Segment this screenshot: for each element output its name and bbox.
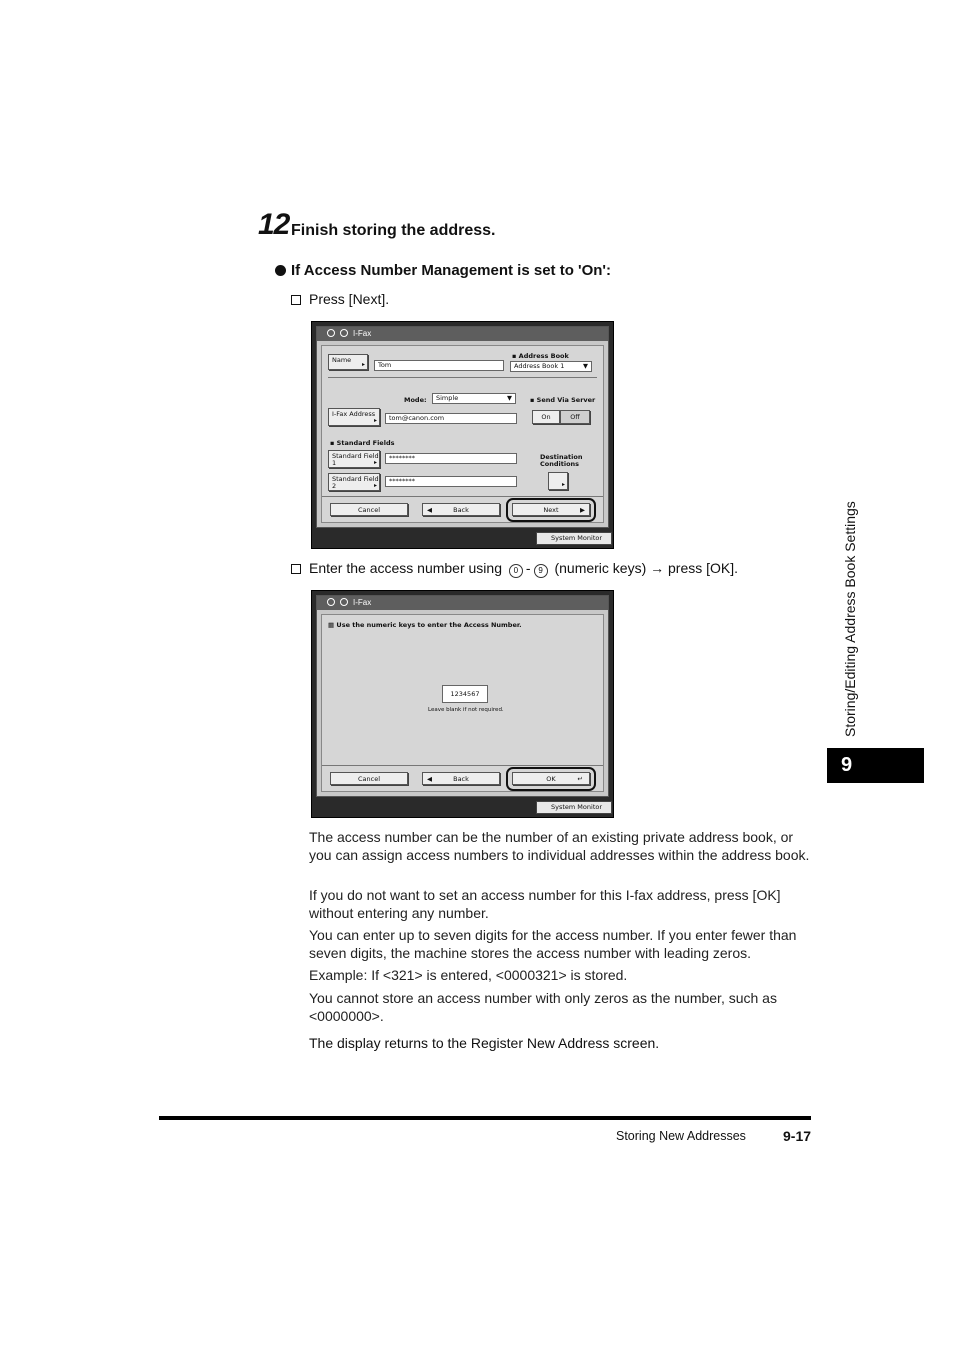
standard-field-1-button[interactable]: Standard Field 1 ▸ <box>328 450 380 468</box>
dropdown-icon: ▼ <box>507 394 512 402</box>
off-button[interactable]: Off <box>560 410 590 424</box>
condition-text: If Access Number Management is set to 'On': <box>291 262 611 279</box>
name-button[interactable]: Name ▸ <box>328 354 368 370</box>
screen-titlebar <box>317 596 608 610</box>
ifax-icon <box>340 598 348 606</box>
condition-line <box>275 262 611 279</box>
on-button[interactable]: On <box>532 410 560 424</box>
standard-field-2-button[interactable]: Standard Field 2 ▸ <box>328 473 380 491</box>
step-number: 12 <box>258 208 290 241</box>
ifax-address-button[interactable]: I-Fax Address ▸ <box>328 408 380 426</box>
system-monitor-button[interactable]: System Monitor <box>536 532 612 545</box>
screen-titlebar <box>317 327 608 341</box>
ok-button[interactable]: OK ↵ <box>512 772 590 785</box>
bullet-icon <box>275 265 286 276</box>
cancel-button[interactable]: Cancel <box>330 772 408 785</box>
screen-title: I-Fax <box>353 598 372 607</box>
side-tab-text: Storing/Editing Address Book Settings <box>842 501 858 737</box>
footer-section-title: Storing New Addresses <box>616 1129 746 1143</box>
send-via-server-label: ▪ Send Via Server <box>530 396 596 404</box>
paragraph-1: The access number can be the number of an existing private address book, or you can assign access numbers to individual addresses within the address book. <box>309 829 810 863</box>
paragraph-3: You can enter up to seven digits for the access number. If you enter fewer than seven digits, the machine stores the access number with leading zeros. <box>309 927 797 961</box>
screen-register-ifax <box>311 321 614 549</box>
mode-icon <box>327 598 335 606</box>
screen-body <box>316 595 609 797</box>
paragraph-4: Example: If <321> is entered, <0000321> is stored. <box>309 967 628 983</box>
numeric-key-9-icon: 9 <box>534 564 548 578</box>
form-panel <box>321 345 604 523</box>
step-title: Finish storing the address. <box>291 222 496 239</box>
ifax-icon <box>340 329 348 337</box>
paragraph-2: If you do not want to set an access number for this I-fax address, press [OK] without entering any number. <box>309 887 781 921</box>
paragraph-5: You cannot store an access number with only zeros as the number, such as <0000000>. <box>309 990 777 1024</box>
numeric-key-0-icon: 0 <box>509 564 523 578</box>
screen-access-number <box>311 590 614 818</box>
hint-text: Leave blank if not required. <box>428 707 504 713</box>
instruction-1 <box>291 291 389 307</box>
screen-title: I-Fax <box>353 329 372 338</box>
divider <box>328 377 597 378</box>
destination-conditions-label: Destination Conditions <box>540 453 583 468</box>
address-book-label: ▪ Address Book <box>512 352 569 360</box>
instruction-2-text: Enter the access number using <box>309 560 502 576</box>
system-monitor-button[interactable]: System Monitor <box>536 801 612 814</box>
ifax-address-field: tom@canon.com <box>385 413 517 424</box>
instruction-1-text: Press [Next]. <box>309 291 390 307</box>
enter-icon: ↵ <box>577 775 583 783</box>
cancel-button[interactable]: Cancel <box>330 503 408 516</box>
checkbox-icon <box>291 295 301 305</box>
prompt-text: ▦ Use the numeric keys to enter the Access Number. <box>328 621 522 629</box>
mode-select[interactable]: Simple ▼ <box>432 393 516 404</box>
highlight-ok <box>506 767 596 791</box>
checkbox-icon <box>291 564 301 574</box>
standard-field-2: ******** <box>385 476 517 487</box>
access-number-field[interactable]: 1234567 <box>442 685 488 703</box>
back-button[interactable]: ◀ Back <box>422 772 500 785</box>
footer-rule <box>159 1116 811 1120</box>
destination-conditions-button[interactable]: ▸ <box>548 472 568 490</box>
keypad-icon: ▦ <box>328 621 335 629</box>
chapter-tab: 9 <box>827 748 924 783</box>
divider <box>322 765 603 766</box>
divider <box>322 496 603 497</box>
mode-label: Mode: <box>404 396 427 404</box>
access-number-panel <box>321 614 604 792</box>
result-text: The display returns to the Register New Address screen. <box>309 1035 660 1051</box>
standard-fields-label: ▪ Standard Fields <box>330 439 395 447</box>
standard-field-1: ******** <box>385 453 517 464</box>
name-field: Tom <box>374 360 504 371</box>
highlight-next <box>506 498 596 522</box>
screen-body <box>316 326 609 528</box>
mode-icon <box>327 329 335 337</box>
back-button[interactable]: ◀ Back <box>422 503 500 516</box>
arrow-icon: ▸ <box>361 361 365 368</box>
address-book-select[interactable]: Address Book 1 ▼ <box>510 361 592 372</box>
dropdown-icon: ▼ <box>583 362 588 370</box>
instruction-2: Enter the access number using 0 - 9 (numeric keys) → press [OK]. <box>291 560 738 578</box>
page-number: 9-17 <box>783 1128 812 1144</box>
next-button[interactable]: Next ▶ <box>512 503 590 516</box>
